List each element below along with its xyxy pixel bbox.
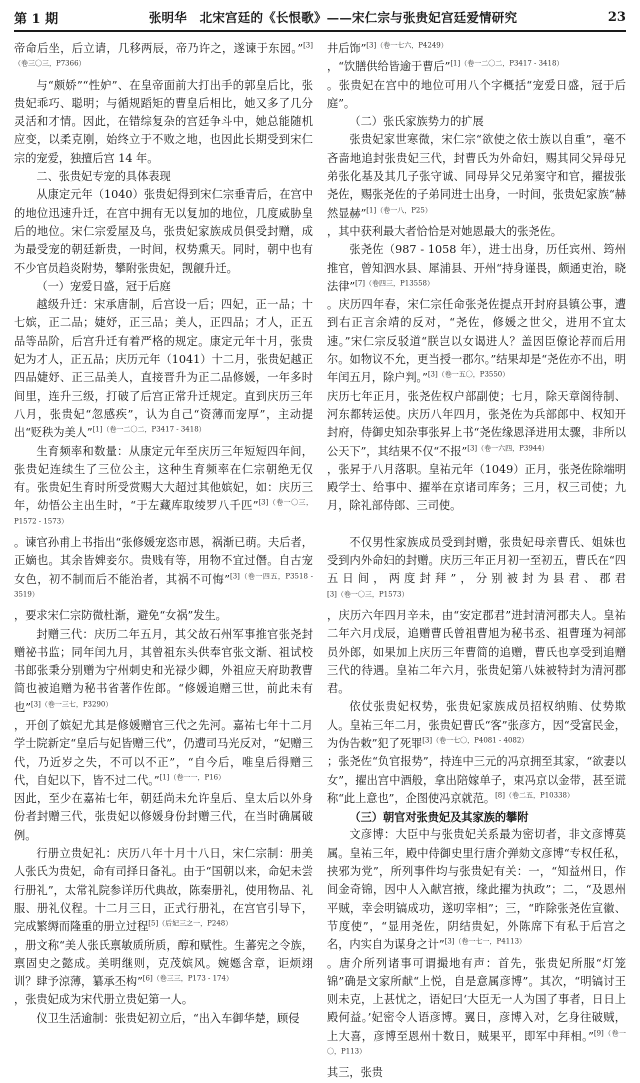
- paragraph-text: ，要求宋仁宗防微杜渐，避免“女祸”发生。: [14, 609, 227, 623]
- paragraph-text: 与“颇娇”“性妒”、在皇帝面前大打出手的郭皇后比，张贵妃乖巧、聪明；与循规蹈矩的曹皇后相比，她又多了几分灵活和才情。因此，在错综复杂的宫廷争斗中，她总能随机应变，以柔克刚，始终立于不败之地，也因此长期受到宋仁宗的宠爱，独擅后宫 14 年。: [14, 78, 313, 165]
- paragraph: [327, 223, 626, 241]
- paragraph-text: 帝命后坐，后立请，几移两辰，帝乃许之，遂谏于东园。”: [14, 42, 304, 55]
- citation-ref: [7]（卷四三，P13558）: [355, 279, 435, 288]
- paragraph: [14, 790, 313, 845]
- paragraph: [327, 753, 626, 808]
- paragraph-text: ，庆历六年四月辛未，由“安定郡君”进封清河郡夫人。皇祐二年六月戊辰，追赠曹氏曾祖曹旭为秘书丞、祖曹瑾为祠部员外郎，如果加上庆历三年曹简的追赠，曹氏也享受到追赠三代的待遇。皇祐二年六月，张贵妃第八妹被特封为清河郡君。: [327, 608, 626, 696]
- issue-label: 第 1 期: [14, 11, 59, 27]
- paragraph-text: 仪卫生活逾制：张贵妃初立后，“出入车御华楚，顾侵: [36, 1011, 300, 1025]
- paragraph-text: 。张贵妃在宫中的地位可用八个字概括“宠爱日盛，冠于后庭”。: [327, 78, 626, 110]
- running-header: [14, 6, 626, 28]
- paragraph-text: 依仗张贵妃权势，张贵妃家族成员招权纳贿、仗势欺人。皇祐三年二月，张贵妃曹氏“客”张彦方，因“受富民金，为伪告敕”犯了死罪: [327, 700, 626, 750]
- paragraph: [14, 626, 313, 717]
- paragraph-text: 张贵妃家世寒微，宋仁宗“欲使之依士族以自重”，毫不吝啬地追封张贵妃三代，封曹氏为外命妇，赐其同父异母兄弟张化基及其几子张守诚、同母异父兄弟窦守和官，擢拔张尧佐，赐张尧佐的子弟同进士出身，一时间，张贵妃家族“赫然显赫”: [327, 133, 626, 220]
- citation-ref: [3]（卷一七〇，P4081 - 4082）: [422, 736, 529, 745]
- paragraph-text: 。谏官孙甫上书指出“张修媛宠恣市恩，祸渐已萌。夫后者，正嫡也。其余皆婢妾尔。贵贱有等，用物不宜过僭。自古宠女色，初不制而后不能治者，其祸不可悔”: [14, 536, 313, 586]
- paragraph-text: 。唐介所列诸事可谓撮地有声：首先，张贵妃所服“灯笼锦”确是文家所献“上悦，自是意属彦博”。其次，“明镐讨王则未克，上甚忧之，语妃曰‘大臣无一人为国了事者，日日上殿何益。’妃密令人语彦博。翼日，彦博入对，乞身往破贼，上大喜，彦博至恩州十数日，贼果平，即军中拜相。”: [327, 956, 626, 1043]
- paragraph: [14, 186, 313, 277]
- paragraph: [14, 937, 313, 992]
- paragraph-text: 其三，张贵: [327, 1066, 383, 1080]
- section-heading: [327, 808, 626, 826]
- paragraph: [14, 991, 313, 1009]
- left-column: [14, 40, 313, 1025]
- column-spacer: [327, 516, 626, 534]
- citation-ref: [3]（卷一四五，P3518 - 3519）: [14, 571, 313, 599]
- paragraph: [327, 698, 626, 753]
- paragraph-text: ，张贵妃成为宋代册立贵妃第一人。: [14, 993, 194, 1007]
- paragraph-text: 不仅男性家族成员受到封赠，张贵妃母亲曹氏、姐妹也受到内外命妇的封赠。庆历三年正月初一至初五，曹氏在“四五日间，两度封拜”，分别被封为县君、郡君: [327, 535, 626, 586]
- header-rule: [14, 30, 626, 32]
- paragraph: [14, 717, 313, 790]
- paragraph-text: 井后饰”: [327, 42, 367, 55]
- paragraph-text: （一）宠爱日盛，冠于后庭: [36, 279, 171, 293]
- citation-ref: [3]（卷三〇三，P7366）: [14, 41, 313, 68]
- paragraph-text: 行册立贵妃礼：庆历八年十月十八日，宋仁宗制：册美人张氏为贵妃，命有司择日备礼。由于“国朝以来，命妃未尝行册礼”，太常礼院参详历代典故，陈秦册礼，使用物品、礼服、册礼仪程。十二月三日，正式行册礼，在宫官引导下，完成繁缛而隆重的册立过程: [14, 847, 313, 934]
- paragraph-text: ，张昇于八月落职。皇祐元年（1049）正月，张尧佐除端明殿学士、给事中、擢举在京诸司库务；三月，权三司使；九月，除礼部侍郎、三司使。: [327, 462, 626, 513]
- citation-ref: [3]（卷一七一，P4113）: [444, 937, 527, 946]
- paragraph-text: 。庆历四年春，宋仁宗任命张尧佐提点开封府县镇公事，遭到右正言余靖的反对，“尧佐，修媛之世父，进用不宜太速。”宋仁宗反驳道“朕岂以女谒进人？盖因臣僚论荐而后用尔。如物议不允，更当授一郡尔。”结果却是“尧佐亦不出，明年闰五月，除户判。”: [327, 298, 626, 385]
- paragraph-text: ；张尧佐“负官报势”，持连中三元的冯京拥至其家，“欲妻以女”，擢出宫中酒般，拿出陪嫁单子，束冯京以金带，甚至谎称“此上意也”，企图使冯京就范。: [327, 755, 626, 805]
- paragraph-text: （二）张氏家族势力的扩展: [349, 115, 484, 129]
- paragraph: [327, 131, 626, 222]
- paragraph-text: 生育频率和数量：从康定元年至庆历三年短短四年间，张贵妃连续生了三位公主，这种生育频率在仁宗朝绝无仅有。张贵妃生育时所受赏赐大大超过其他嫔妃，如：庆历三年，幼悟公主出生时，“于左藏库取绫罗八千匹”: [14, 444, 313, 513]
- citation-ref: [3]（卷一六四，P3944）: [467, 443, 549, 452]
- paragraph-text: 从康定元年（1040）张贵妃得到宋仁宗垂青后，在宫中的地位迅速升迁，在宫中拥有无以复加的地位，几度威胁皇后的地位。宋仁宗爱屋及乌，张贵妃家族成员俱受封赠，成为最受宠的朝廷新贵，一时间，权势熏天。同时，朝中也有不少官员趋炎附势，攀附张贵妃，觊觎升迁。: [14, 188, 313, 275]
- paragraph-text: ，“饮膳供给皆逾于曹后”: [327, 60, 451, 74]
- citation-ref: [1]（卷一一，P16）: [159, 773, 226, 782]
- article-running-title: 张明华 北宋宫廷的《长恨歌》——宋仁宗与张贵妃宫廷爱情研究: [148, 10, 518, 25]
- paragraph-text: ，册文称“美人张氏禀敏质所质，醇和赋性。生蕃宪之令族，禀固史之懿成。美明继则，克茂嫔风。婉嫕含章，讵烦翊训？肆予涼薄，纂承丕构”: [14, 938, 313, 989]
- section-heading: [327, 113, 626, 131]
- paragraph-text: 越级升迁：宋承唐制，后宫设一后；四妃，正一品；十七嫔，正二品；婕妤，正三品；美人，正四品；才人，正五品等品阶，后宫升迁有着严格的规定。康定元年十月，张贵妃为才人，正五品；庆历元年（1041）十二月，张贵妃越正四品婕妤、正三品美人，直接晋升为正二品修媛，一年多时间里，连升三级，打破了后宫正常升迁规定。直到庆历三年八月，张贵妃“忽感疾”，认为自己“资薄而宠厚”，主动提出“贬秩为美人”: [14, 298, 313, 440]
- paragraph: [327, 534, 626, 607]
- citation-ref: [5]（后妃三之一，P248）: [148, 919, 233, 928]
- paragraph: [14, 296, 313, 442]
- paragraph: [327, 1064, 626, 1082]
- paragraph: [327, 296, 626, 387]
- paragraph-text: 张尧佐（987 - 1058 年），进士出身，历任宾州、筠州推官，曾知泗水县、犀浦县、开州“持身谨畏，颇通吏治，晓法律”: [327, 243, 626, 293]
- citation-ref: [3]（卷一七六，P4249）: [366, 41, 448, 50]
- citation-ref: [1]（卷一二〇二，P3417 - 3418）: [450, 59, 564, 68]
- paragraph: [327, 40, 626, 58]
- paragraph-text: 二、张贵妃专宠的具体表现: [36, 170, 171, 184]
- paragraph-text: 文彦博：大臣中与张贵妃关系最为密切者，非文彦博莫属。皇祐三年，殿中侍御史里行唐介弹劾文彦博“专权任私，挟邪为党”，所列事件均与张贵妃有关：一，“知益州日，作间金奇锦，因中人入献宫掖，缘此擢为执政”；二，“及恩州平贼，幸会明镐成功，遂叨宰相”；三，“昨除张尧佐宣徽、节度使”，“显用尧佐，阴结贵妃，外陈席下有私于后宫之名，内实自为谋身之计”: [327, 828, 626, 952]
- citation-ref: [8]（卷二五，P10338）: [495, 791, 574, 800]
- paragraph: [327, 607, 626, 698]
- paragraph: [327, 955, 626, 1065]
- paragraph: [327, 241, 626, 296]
- citation-ref: [1]（卷一八，P25）: [366, 205, 432, 214]
- paragraph: [14, 845, 313, 936]
- citation-ref: [9]（卷一〇，P113）: [327, 1029, 627, 1056]
- paragraph: [14, 77, 313, 168]
- paragraph-text: 庆历七年正月，张尧佐权户部副使；七月，除天章阁待制、河东都转运使。庆历八年四月，张尧佐为兵部郎中、权知开封府，侍御史知杂事张昇上书“尧佐缘恩泽进用太骤，非所以公天下”，其结果不仅“不报”: [327, 389, 626, 458]
- citation-ref: [1]（卷一二〇二，P3417 - 3418）: [92, 425, 206, 434]
- citation-ref: [6]（卷三三，P173 - 174）: [142, 974, 233, 983]
- paragraph: [14, 40, 313, 77]
- article-body: [14, 40, 627, 1080]
- citation-ref: [3]（卷一三七，P3290）: [30, 699, 113, 708]
- paragraph: [14, 443, 313, 534]
- paragraph-text: 封赠三代：庆历二年五月，其父故石州军事推官张尧封赠祕书监；同年闰九月，其曾祖东头供奉官张文渐、祖试校书郎张秉分别赠为宁州刺史和光禄少卿，外祖应天府助教曹简也被追赠为秘书省著作佐郎。“修媛追赠三世，前此未有也”: [14, 627, 313, 714]
- page-number: 23: [607, 9, 626, 25]
- paragraph: [327, 461, 626, 516]
- paragraph-text: ，开创了嫔妃尤其是修媛赠官三代之先河。嘉祐七年十二月学士院新定“皇后与妃皆赠三代”，仍遭司马光反对，“妃赠三代，乃近岁之失，不可以不正”，“自今后，唯皇后得赠三代，自妃以下，皆不过二代。”: [14, 718, 313, 787]
- right-column: [327, 40, 627, 1080]
- section-heading: [14, 168, 313, 186]
- paragraph: [327, 388, 626, 461]
- paragraph: [327, 77, 626, 114]
- paragraph: [14, 1010, 313, 1028]
- citation-ref: [3]（卷一五〇，P3550）: [427, 370, 510, 379]
- paragraph: [14, 607, 313, 625]
- section-heading: [14, 278, 313, 296]
- citation-ref: [3]（卷一〇三，P1572 - 1573）: [14, 498, 313, 525]
- paragraph-text: 因此，至少在嘉祐七年，朝廷尚未允许皇后、皇太后以外身份者封赠三代，张贵妃以修媛身份封赠三代，在当时确属破例。: [14, 792, 313, 842]
- paragraph-text: （三）朝官对张贵妃及其家族的攀附: [349, 810, 529, 825]
- paragraph: [14, 534, 313, 607]
- paragraph: [327, 58, 626, 76]
- paragraph: [327, 826, 626, 954]
- paragraph-text: ，其中获利最大者恰恰是对她恩最大的张尧佐。: [327, 224, 562, 238]
- citation-ref: [3]（卷一〇三，P1573）: [327, 589, 409, 598]
